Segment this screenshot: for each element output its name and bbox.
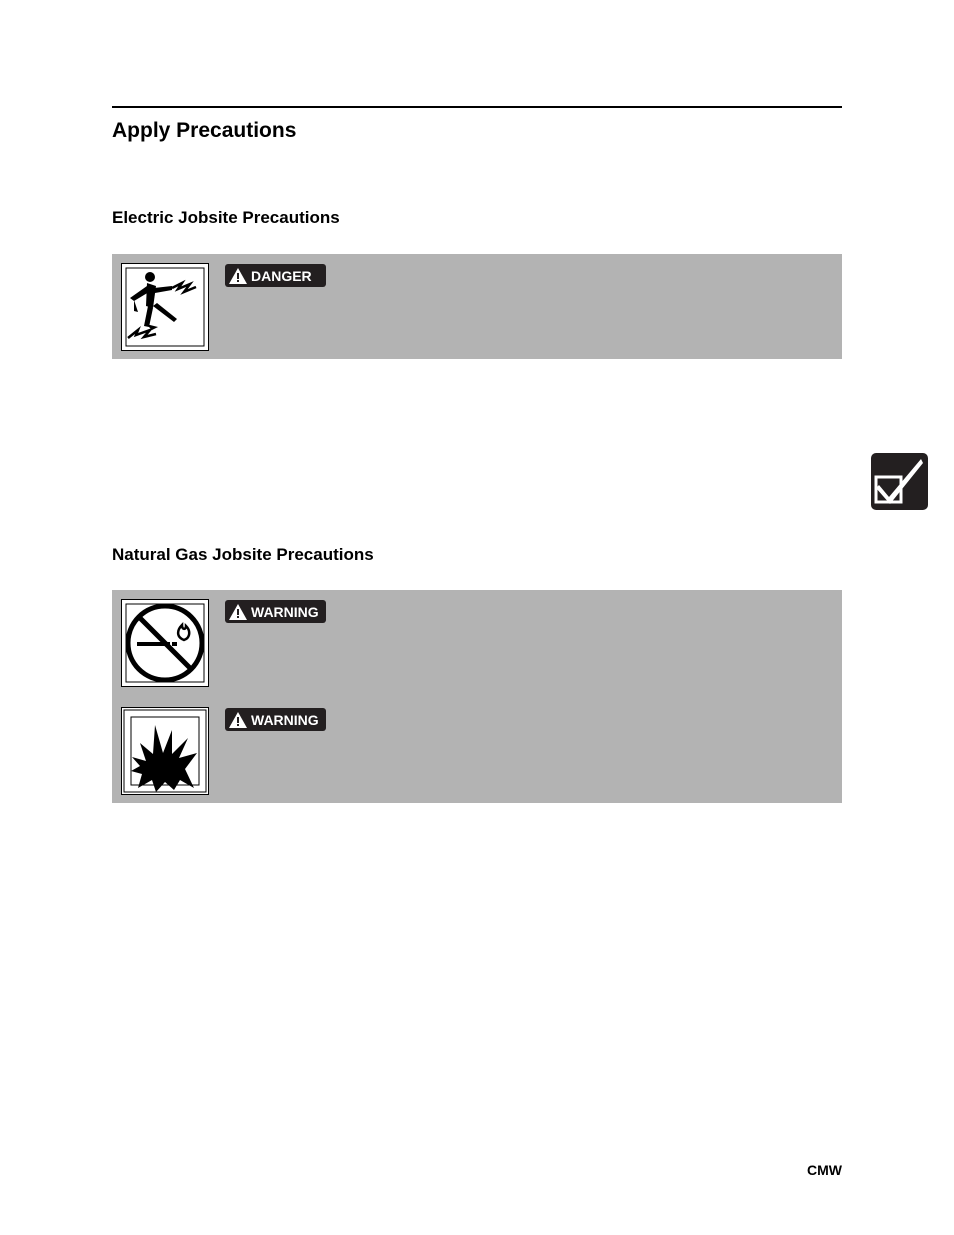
danger-badge bbox=[225, 264, 326, 287]
title-rule bbox=[112, 106, 842, 108]
warning-panel bbox=[112, 590, 842, 803]
warning-triangle-icon bbox=[228, 603, 248, 621]
footer-code: CMW bbox=[807, 1162, 842, 1178]
warning-badge-explosion bbox=[225, 708, 326, 731]
warning-triangle-icon bbox=[228, 711, 248, 729]
danger-panel bbox=[112, 254, 842, 359]
no-smoking-icon bbox=[121, 599, 209, 687]
page-title: Apply Precautions bbox=[112, 119, 297, 142]
signal-word: WARNING bbox=[251, 603, 319, 620]
section-heading-electric: Electric Jobsite Precautions bbox=[112, 208, 340, 227]
warning-triangle-icon bbox=[228, 267, 248, 285]
section-heading-natural-gas: Natural Gas Jobsite Precautions bbox=[112, 545, 374, 564]
signal-word: DANGER bbox=[251, 267, 312, 284]
warning-badge-no-smoking bbox=[225, 600, 326, 623]
explosion-hazard-icon bbox=[121, 707, 209, 795]
electrocution-hazard-icon bbox=[121, 263, 209, 351]
signal-word: WARNING bbox=[251, 711, 319, 728]
checkmark-icon bbox=[871, 453, 928, 510]
